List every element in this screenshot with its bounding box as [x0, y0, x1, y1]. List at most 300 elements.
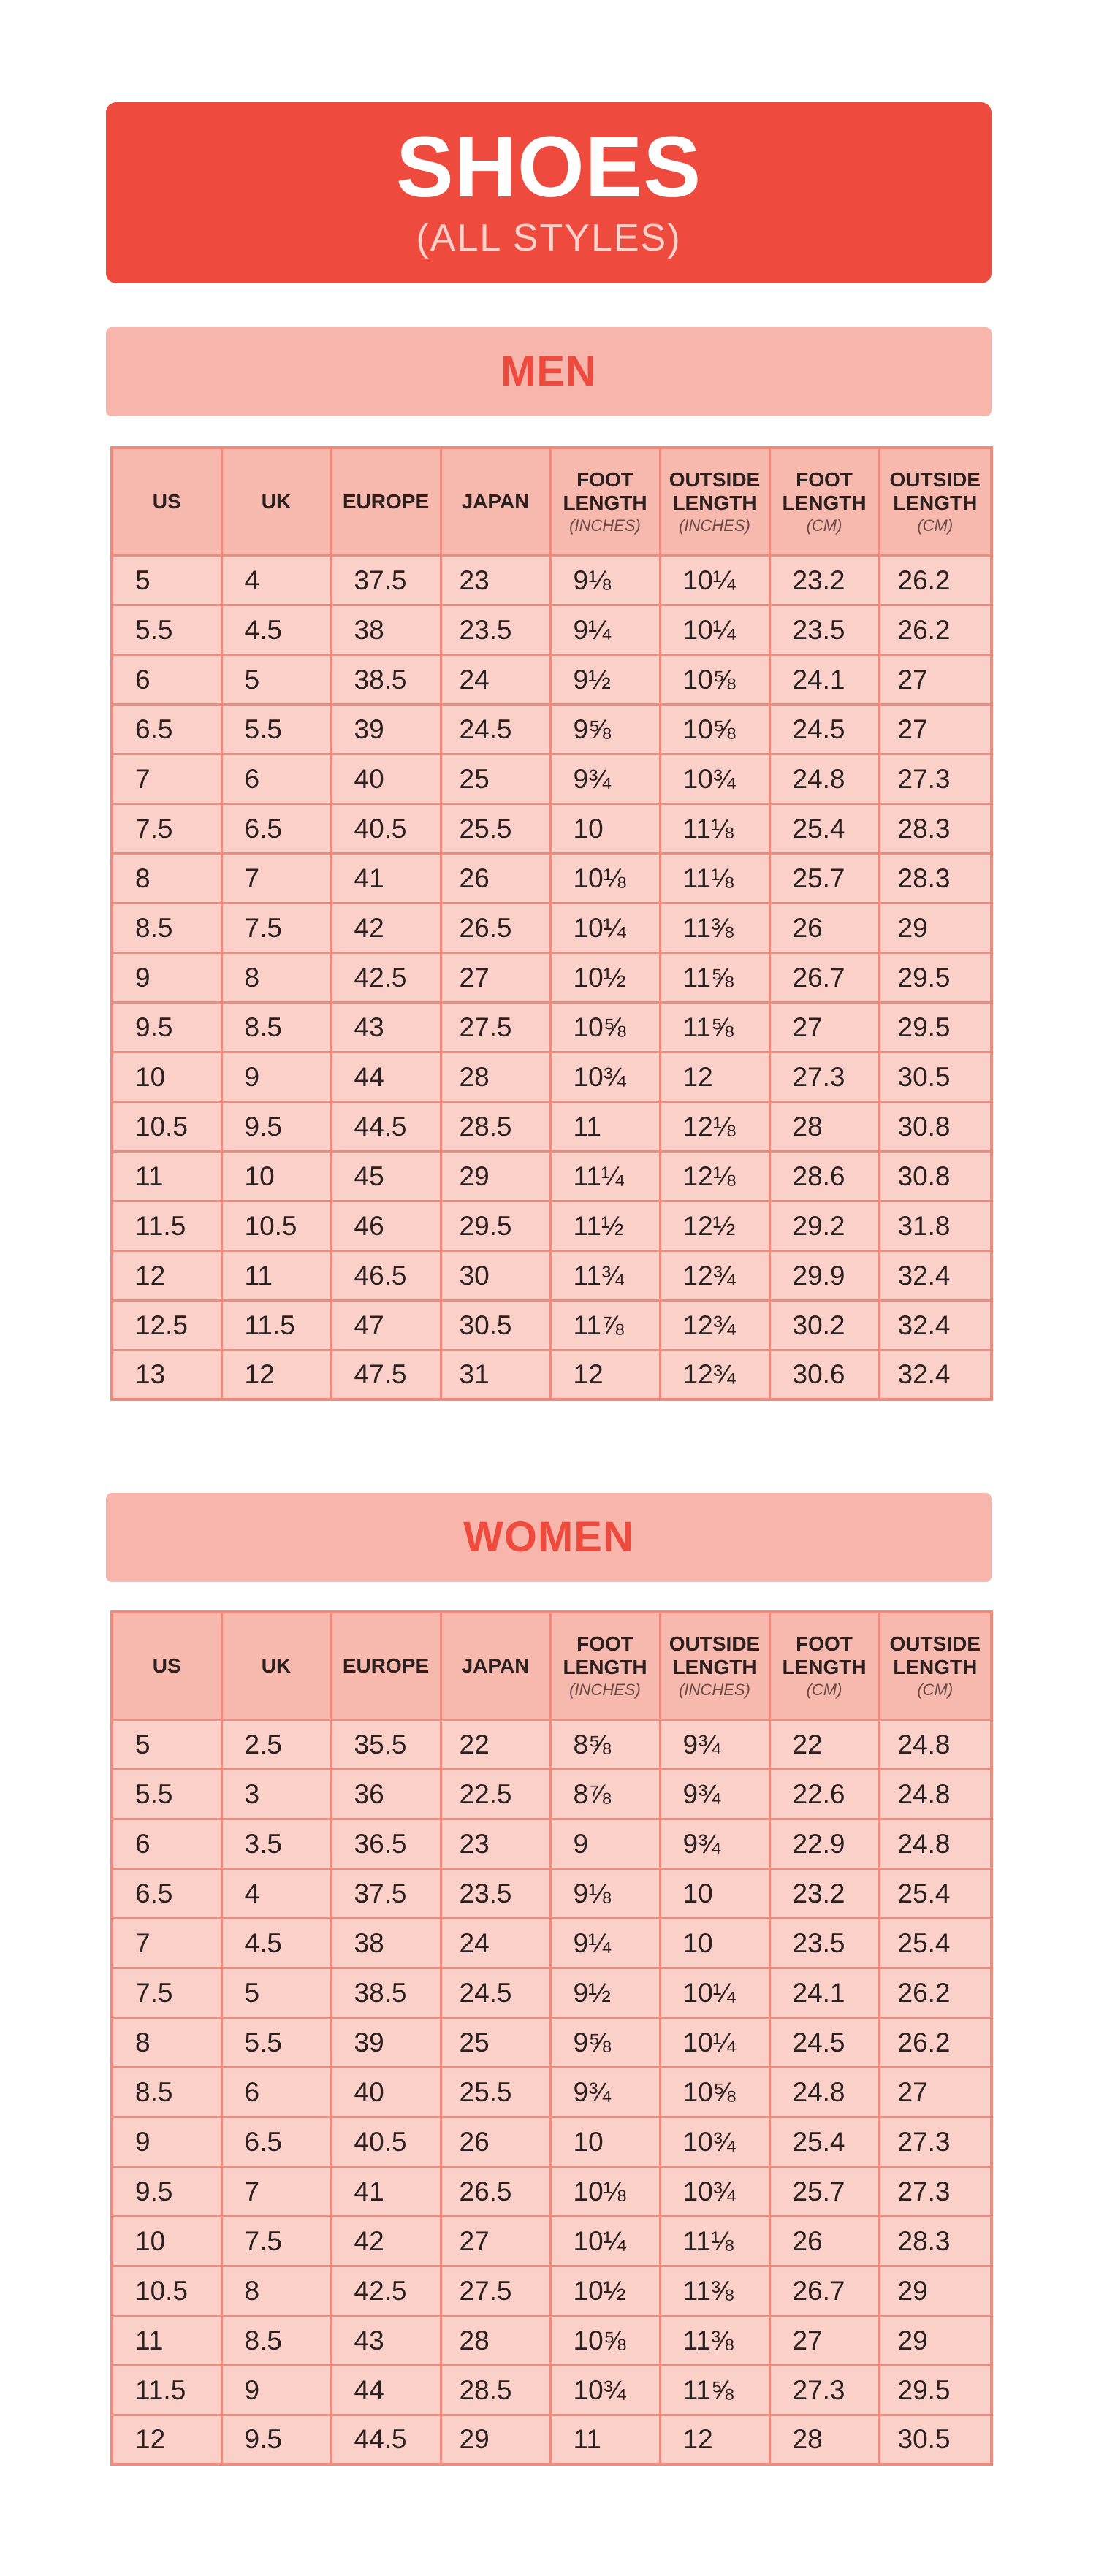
table-cell: 27 — [769, 2315, 879, 2365]
table-cell: 9¼ — [550, 1918, 660, 1968]
table-cell: 9.5 — [221, 2415, 331, 2464]
column-label: US — [152, 489, 181, 513]
table-cell: 6 — [221, 2067, 331, 2117]
women-size-table — [110, 1610, 993, 2466]
table-cell: 7 — [221, 2166, 331, 2216]
table-cell: 9¾ — [660, 1719, 769, 1769]
table-cell: 32.4 — [879, 1250, 992, 1300]
table-row — [112, 2017, 992, 2067]
table-cell: 9.5 — [221, 1101, 331, 1151]
table-cell: 26.7 — [769, 2266, 879, 2315]
section-banner-women: WOMEN — [106, 1493, 992, 1582]
table-cell: 43 — [331, 2315, 441, 2365]
table-cell: 26.2 — [879, 2017, 992, 2067]
column-header — [879, 1612, 992, 1719]
table-cell: 40.5 — [331, 803, 441, 853]
table-row — [112, 1918, 992, 1968]
table-cell: 7.5 — [221, 2216, 331, 2266]
table-row — [112, 1151, 992, 1201]
table-cell: 24.5 — [441, 1968, 550, 2017]
table-cell: 10¾ — [660, 2166, 769, 2216]
column-label: UK — [261, 489, 292, 513]
table-cell: 24.1 — [769, 654, 879, 704]
table-cell: 2.5 — [221, 1719, 331, 1769]
table-cell: 23.2 — [769, 555, 879, 605]
column-label: FOOT LENGTH — [782, 467, 867, 515]
table-cell: 26.2 — [879, 605, 992, 654]
table-cell: 11⅛ — [660, 2216, 769, 2266]
table-cell: 9.5 — [112, 2166, 221, 2216]
table-cell: 24.5 — [441, 704, 550, 754]
table-cell: 9⅝ — [550, 2017, 660, 2067]
table-cell: 13 — [112, 1350, 221, 1399]
table-cell: 9 — [112, 952, 221, 1002]
column-unit: (CM) — [806, 1681, 842, 1700]
table-cell: 30.6 — [769, 1350, 879, 1399]
table-cell: 25.4 — [769, 803, 879, 853]
table-cell: 40.5 — [331, 2117, 441, 2166]
table-cell: 5 — [221, 654, 331, 704]
table-cell: 8 — [112, 853, 221, 903]
table-cell: 28 — [769, 2415, 879, 2464]
table-row — [112, 1052, 992, 1101]
table-cell: 12 — [112, 2415, 221, 2464]
table-cell: 5 — [112, 555, 221, 605]
table-cell: 27.3 — [879, 2166, 992, 2216]
table-cell: 29.5 — [441, 1201, 550, 1250]
table-cell: 25.4 — [879, 1868, 992, 1918]
table-cell: 26 — [769, 903, 879, 952]
table-cell: 22.9 — [769, 1819, 879, 1868]
table-cell: 12.5 — [112, 1300, 221, 1350]
table-cell: 8⅞ — [550, 1769, 660, 1819]
column-header — [112, 1612, 221, 1719]
table-cell: 38.5 — [331, 654, 441, 704]
table-cell: 28.3 — [879, 2216, 992, 2266]
table-cell: 25.5 — [441, 2067, 550, 2117]
table-cell: 12 — [221, 1350, 331, 1399]
table-cell: 4.5 — [221, 1918, 331, 1968]
header-row — [112, 448, 992, 555]
column-label: FOOT LENGTH — [563, 1632, 647, 1679]
table-cell: 12 — [550, 1350, 660, 1399]
table-row — [112, 1868, 992, 1918]
table-cell: 5.5 — [112, 605, 221, 654]
column-header — [879, 448, 992, 555]
table-cell: 10.5 — [112, 2266, 221, 2315]
table-cell: 30.8 — [879, 1151, 992, 1201]
table-cell: 12 — [660, 1052, 769, 1101]
table-cell: 5.5 — [112, 1769, 221, 1819]
table-cell: 5 — [112, 1719, 221, 1769]
table-cell: 22.5 — [441, 1769, 550, 1819]
table-cell: 11⅝ — [660, 1002, 769, 1052]
table-cell: 23.5 — [769, 605, 879, 654]
table-cell: 44 — [331, 1052, 441, 1101]
table-cell: 12½ — [660, 1201, 769, 1250]
table-cell: 5.5 — [221, 704, 331, 754]
table-cell: 11.5 — [112, 1201, 221, 1250]
table-cell: 25 — [441, 754, 550, 803]
table-cell: 26.5 — [441, 2166, 550, 2216]
title-banner — [106, 102, 992, 283]
column-header — [441, 1612, 550, 1719]
section-banner-men: MEN — [106, 327, 992, 416]
table-cell: 27 — [879, 2067, 992, 2117]
table-cell: 31 — [441, 1350, 550, 1399]
table-cell: 27.3 — [879, 2117, 992, 2166]
table-cell: 39 — [331, 2017, 441, 2067]
table-cell: 4.5 — [221, 605, 331, 654]
table-cell: 10¼ — [550, 2216, 660, 2266]
column-header — [441, 448, 550, 555]
table-cell: 11⅜ — [660, 2266, 769, 2315]
table-cell: 12¾ — [660, 1300, 769, 1350]
table-cell: 10¾ — [550, 1052, 660, 1101]
table-row — [112, 2117, 992, 2166]
women-table-body — [112, 1719, 992, 2464]
table-cell: 27.3 — [769, 2365, 879, 2415]
table-cell: 46.5 — [331, 1250, 441, 1300]
table-row — [112, 1101, 992, 1151]
table-cell: 11.5 — [112, 2365, 221, 2415]
table-cell: 9⅛ — [550, 555, 660, 605]
table-cell: 23 — [441, 555, 550, 605]
table-cell: 11 — [112, 1151, 221, 1201]
column-label: UK — [261, 1654, 292, 1677]
table-cell: 29 — [441, 2415, 550, 2464]
table-cell: 4 — [221, 1868, 331, 1918]
column-header — [660, 448, 769, 555]
table-cell: 25.5 — [441, 803, 550, 853]
page-title: SHOES — [395, 119, 702, 215]
table-cell: 3 — [221, 1769, 331, 1819]
table-cell: 28.3 — [879, 853, 992, 903]
table-cell: 10¾ — [660, 754, 769, 803]
table-cell: 11⅜ — [660, 903, 769, 952]
table-cell: 8 — [221, 952, 331, 1002]
table-row — [112, 1300, 992, 1350]
table-cell: 9 — [221, 2365, 331, 2415]
table-cell: 4 — [221, 555, 331, 605]
table-cell: 24.8 — [879, 1819, 992, 1868]
table-cell: 7.5 — [112, 803, 221, 853]
table-cell: 27 — [879, 654, 992, 704]
table-cell: 10 — [221, 1151, 331, 1201]
table-cell: 11⅞ — [550, 1300, 660, 1350]
table-cell: 40 — [331, 754, 441, 803]
table-cell: 9 — [550, 1819, 660, 1868]
table-cell: 12⅛ — [660, 1151, 769, 1201]
column-label: US — [152, 1654, 181, 1677]
table-cell: 30.5 — [879, 1052, 992, 1101]
column-label: EUROPE — [342, 1654, 430, 1677]
table-cell: 8.5 — [112, 903, 221, 952]
table-cell: 9¼ — [550, 605, 660, 654]
table-cell: 25.4 — [879, 1918, 992, 1968]
table-cell: 8 — [112, 2017, 221, 2067]
men-table-header — [112, 448, 992, 555]
table-cell: 6 — [112, 654, 221, 704]
table-cell: 27.5 — [441, 2266, 550, 2315]
table-cell: 11⅝ — [660, 952, 769, 1002]
table-cell: 23.5 — [769, 1918, 879, 1968]
table-cell: 28.6 — [769, 1151, 879, 1201]
table-cell: 11 — [221, 1250, 331, 1300]
table-cell: 24.8 — [879, 1719, 992, 1769]
table-cell: 24.8 — [769, 754, 879, 803]
table-cell: 7.5 — [112, 1968, 221, 2017]
table-cell: 11 — [550, 2415, 660, 2464]
table-cell: 10⅛ — [550, 2166, 660, 2216]
table-cell: 5 — [221, 1968, 331, 2017]
table-row — [112, 704, 992, 754]
table-row — [112, 2216, 992, 2266]
table-cell: 25 — [441, 2017, 550, 2067]
column-header — [550, 448, 660, 555]
table-row — [112, 853, 992, 903]
table-cell: 29.2 — [769, 1201, 879, 1250]
table-cell: 26 — [769, 2216, 879, 2266]
column-label: OUTSIDE LENGTH — [889, 1632, 981, 1679]
table-row — [112, 654, 992, 704]
column-unit: (INCHES) — [679, 516, 750, 535]
table-cell: 27 — [441, 952, 550, 1002]
column-header — [769, 1612, 879, 1719]
table-cell: 9.5 — [112, 1002, 221, 1052]
table-cell: 44.5 — [331, 2415, 441, 2464]
table-cell: 28.5 — [441, 1101, 550, 1151]
table-cell: 26.7 — [769, 952, 879, 1002]
men-table-body — [112, 555, 992, 1399]
table-cell: 27.3 — [879, 754, 992, 803]
table-cell: 44 — [331, 2365, 441, 2415]
column-header — [112, 448, 221, 555]
table-cell: 29.9 — [769, 1250, 879, 1300]
table-cell: 8 — [221, 2266, 331, 2315]
table-cell: 25.4 — [769, 2117, 879, 2166]
column-label: FOOT LENGTH — [563, 467, 647, 515]
table-row — [112, 903, 992, 952]
table-cell: 8.5 — [112, 2067, 221, 2117]
table-cell: 24 — [441, 654, 550, 704]
table-cell: 8.5 — [221, 2315, 331, 2365]
table-cell: 9¾ — [660, 1769, 769, 1819]
table-cell: 11⅜ — [660, 2315, 769, 2365]
table-cell: 25.7 — [769, 853, 879, 903]
table-row — [112, 2415, 992, 2464]
column-header — [221, 1612, 331, 1719]
table-cell: 9 — [221, 1052, 331, 1101]
table-cell: 6 — [112, 1819, 221, 1868]
table-cell: 30.2 — [769, 1300, 879, 1350]
table-cell: 26.2 — [879, 1968, 992, 2017]
table-cell: 11½ — [550, 1201, 660, 1250]
table-cell: 32.4 — [879, 1300, 992, 1350]
table-cell: 35.5 — [331, 1719, 441, 1769]
men-size-table — [110, 446, 993, 1401]
table-cell: 28 — [441, 2315, 550, 2365]
table-row — [112, 1819, 992, 1868]
table-cell: 22.6 — [769, 1769, 879, 1819]
table-cell: 9¾ — [660, 1819, 769, 1868]
table-cell: 27 — [769, 1002, 879, 1052]
table-cell: 42 — [331, 903, 441, 952]
table-cell: 9¾ — [550, 2067, 660, 2117]
table-cell: 26.5 — [441, 903, 550, 952]
table-cell: 44.5 — [331, 1101, 441, 1151]
table-cell: 11⅝ — [660, 2365, 769, 2415]
table-row — [112, 1201, 992, 1250]
table-cell: 27.3 — [769, 1052, 879, 1101]
column-unit: (CM) — [917, 1681, 954, 1700]
table-cell: 25.7 — [769, 2166, 879, 2216]
table-cell: 9¾ — [550, 754, 660, 803]
table-cell: 10¼ — [660, 1968, 769, 2017]
column-label: OUTSIDE LENGTH — [889, 467, 981, 515]
column-header — [221, 448, 331, 555]
table-cell: 11 — [112, 2315, 221, 2365]
table-cell: 10⅝ — [660, 704, 769, 754]
table-cell: 38.5 — [331, 1968, 441, 2017]
table-cell: 27.5 — [441, 1002, 550, 1052]
table-cell: 7 — [112, 1918, 221, 1968]
table-row — [112, 2067, 992, 2117]
table-cell: 47.5 — [331, 1350, 441, 1399]
column-label: OUTSIDE LENGTH — [669, 467, 761, 515]
table-row — [112, 1350, 992, 1399]
table-row — [112, 1968, 992, 2017]
table-cell: 12¾ — [660, 1250, 769, 1300]
table-cell: 10½ — [550, 2266, 660, 2315]
table-cell: 29.5 — [879, 952, 992, 1002]
table-cell: 26 — [441, 853, 550, 903]
table-row — [112, 2266, 992, 2315]
table-cell: 10 — [112, 1052, 221, 1101]
table-row — [112, 605, 992, 654]
column-unit: (INCHES) — [679, 1681, 750, 1700]
table-cell: 29 — [879, 2266, 992, 2315]
table-cell: 11¾ — [550, 1250, 660, 1300]
table-cell: 31.8 — [879, 1201, 992, 1250]
table-cell: 12 — [112, 1250, 221, 1300]
table-cell: 10¼ — [660, 605, 769, 654]
table-cell: 22 — [769, 1719, 879, 1769]
table-cell: 3.5 — [221, 1819, 331, 1868]
table-row — [112, 2166, 992, 2216]
table-cell: 10 — [112, 2216, 221, 2266]
table-cell: 9½ — [550, 1968, 660, 2017]
table-cell: 40 — [331, 2067, 441, 2117]
column-unit: (CM) — [806, 516, 842, 535]
table-cell: 10⅝ — [550, 2315, 660, 2365]
header-row — [112, 1612, 992, 1719]
column-unit: (INCHES) — [569, 516, 641, 535]
table-cell: 5.5 — [221, 2017, 331, 2067]
table-cell: 11¼ — [550, 1151, 660, 1201]
table-cell: 10⅛ — [550, 853, 660, 903]
table-cell: 7 — [112, 754, 221, 803]
table-cell: 36.5 — [331, 1819, 441, 1868]
table-cell: 10.5 — [221, 1201, 331, 1250]
table-cell: 43 — [331, 1002, 441, 1052]
table-cell: 8⅝ — [550, 1719, 660, 1769]
table-cell: 10¾ — [550, 2365, 660, 2415]
table-cell: 6.5 — [221, 2117, 331, 2166]
table-cell: 26 — [441, 2117, 550, 2166]
table-cell: 10¾ — [660, 2117, 769, 2166]
table-cell: 11 — [550, 1101, 660, 1151]
table-cell: 6.5 — [112, 1868, 221, 1918]
table-cell: 24.1 — [769, 1968, 879, 2017]
table-cell: 10 — [660, 1868, 769, 1918]
table-row — [112, 2365, 992, 2415]
table-cell: 39 — [331, 704, 441, 754]
table-cell: 28 — [441, 1052, 550, 1101]
column-label: EUROPE — [342, 489, 430, 513]
table-cell: 30.8 — [879, 1101, 992, 1151]
table-cell: 7.5 — [221, 903, 331, 952]
table-cell: 12¾ — [660, 1350, 769, 1399]
table-cell: 41 — [331, 2166, 441, 2216]
column-label: OUTSIDE LENGTH — [669, 1632, 761, 1679]
table-cell: 10 — [550, 2117, 660, 2166]
table-cell: 9 — [112, 2117, 221, 2166]
table-cell: 9⅝ — [550, 704, 660, 754]
table-row — [112, 754, 992, 803]
table-cell: 10.5 — [112, 1101, 221, 1151]
table-row — [112, 803, 992, 853]
table-cell: 23.5 — [441, 605, 550, 654]
table-cell: 29.5 — [879, 2365, 992, 2415]
table-cell: 23.5 — [441, 1868, 550, 1918]
column-label: FOOT LENGTH — [782, 1632, 867, 1679]
table-cell: 10⅝ — [660, 654, 769, 704]
table-cell: 42.5 — [331, 952, 441, 1002]
table-row — [112, 952, 992, 1002]
table-cell: 36 — [331, 1769, 441, 1819]
table-cell: 37.5 — [331, 555, 441, 605]
table-cell: 10 — [660, 1918, 769, 1968]
table-cell: 30.5 — [441, 1300, 550, 1350]
table-cell: 24.5 — [769, 704, 879, 754]
column-unit: (CM) — [917, 516, 954, 535]
table-cell: 30.5 — [879, 2415, 992, 2464]
table-cell: 7 — [221, 853, 331, 903]
table-cell: 10¼ — [550, 903, 660, 952]
table-cell: 9⅛ — [550, 1868, 660, 1918]
column-header — [331, 448, 441, 555]
page-subtitle: (ALL STYLES) — [416, 217, 682, 259]
table-cell: 29 — [879, 903, 992, 952]
table-cell: 37.5 — [331, 1868, 441, 1918]
table-cell: 42 — [331, 2216, 441, 2266]
table-row — [112, 1250, 992, 1300]
table-row — [112, 555, 992, 605]
table-cell: 11⅛ — [660, 803, 769, 853]
table-cell: 23.2 — [769, 1868, 879, 1918]
table-cell: 12 — [660, 2415, 769, 2464]
table-cell: 27 — [879, 704, 992, 754]
table-cell: 38 — [331, 1918, 441, 1968]
table-cell: 29.5 — [879, 1002, 992, 1052]
table-cell: 10¼ — [660, 2017, 769, 2067]
table-cell: 6.5 — [221, 803, 331, 853]
table-cell: 8.5 — [221, 1002, 331, 1052]
table-cell: 28.3 — [879, 803, 992, 853]
women-table-header — [112, 1612, 992, 1719]
column-header — [550, 1612, 660, 1719]
